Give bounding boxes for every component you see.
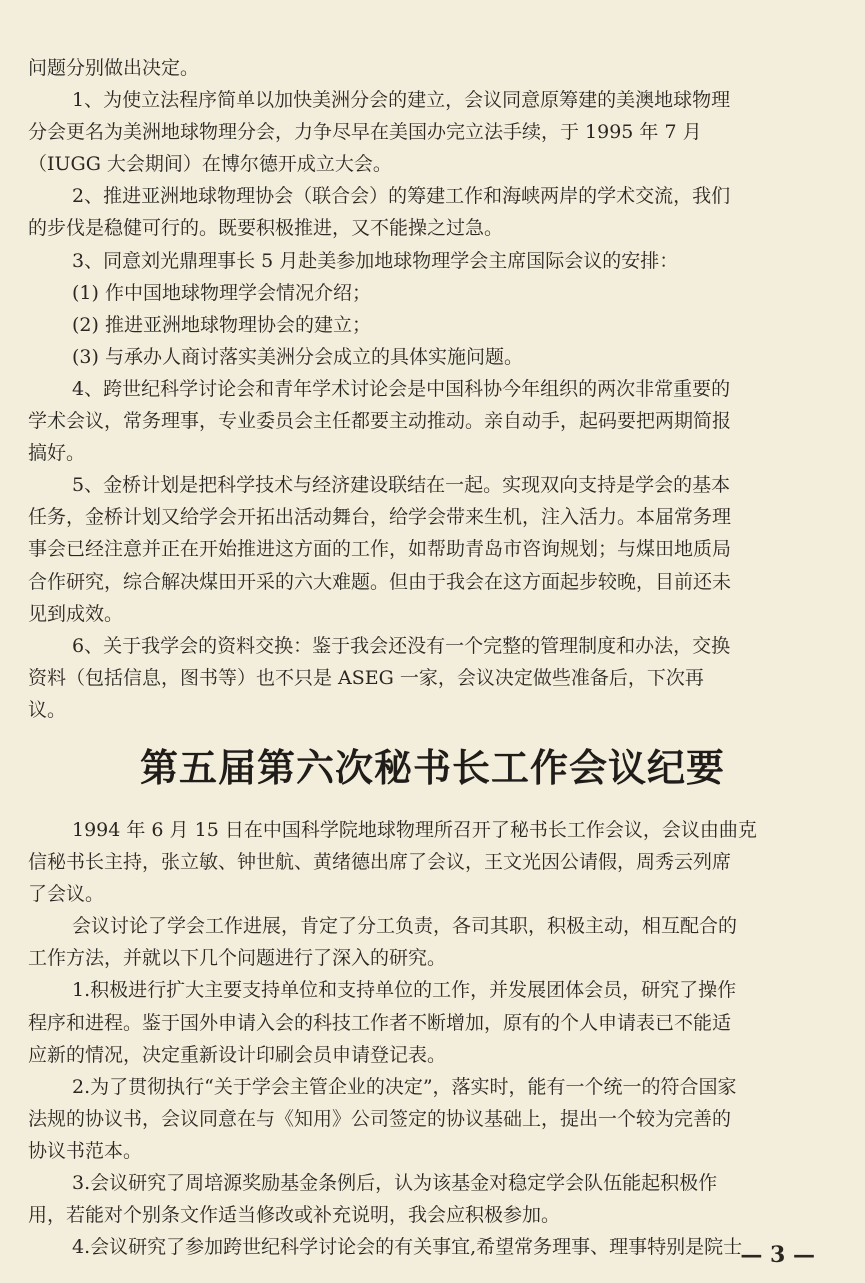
text-line: 合作研究，综合解决煤田开采的六大难题。但由于我会在这方面起步较晚，目前还未 <box>28 570 732 593</box>
text-line: 分会更名为美洲地球物理分会，力争尽早在美国办完立法手续，于 1995 年 7 月 <box>28 121 702 144</box>
text-line: 问题分别做出决定。 <box>28 57 200 79</box>
page-number: — 3 — <box>740 1242 815 1268</box>
text-line: 2、推进亚洲地球物理协会（联合会）的筹建工作和海峡两岸的学术交流，我们 <box>72 185 731 208</box>
text-line: 见到成效。 <box>28 602 124 625</box>
text-line: 4.会议研究了参加跨世纪科学讨论会的有关事宜,希望常务理事、理事特别是院士 <box>72 1236 743 1259</box>
text-line: 1994 年 6 月 15 日在中国科学院地球物理所召开了秘书长工作会议，会议由曲克 <box>72 819 757 841</box>
text-line: 学术会议，常务理事，专业委员会主任都要主动推动。亲自动手，起码要把两期简报 <box>28 410 732 433</box>
text-line: 了会议。 <box>28 883 105 906</box>
text-line: 6、关于我学会的资料交换：鉴于我会还没有一个完整的管理制度和办法，交换 <box>72 634 731 657</box>
text-line: 的步伐是稳健可行的。既要积极推进，又不能操之过急。 <box>28 217 504 240</box>
text-line: 信秘书长主持，张立敏、钟世航、黄绪德出席了会议，王文光因公请假，周秀云列席 <box>28 851 732 874</box>
text-line: 工作方法，并就以下几个问题进行了深入的研究。 <box>28 947 447 970</box>
minutes-body-top <box>28 52 834 726</box>
text-line: 议。 <box>28 698 67 721</box>
text-line: 1.积极进行扩大主要支持单位和支持单位的工作，并发展团体会员，研究了操作 <box>72 979 737 1002</box>
minutes-body-bottom <box>28 814 834 1263</box>
text-line: 2.为了贯彻执行“关于学会主管企业的决定”，落实时，能有一个统一的符合国家 <box>72 1075 737 1098</box>
text-line: 5、金桥计划是把科学技术与经济建设联结在一起。实现双向支持是学会的基本 <box>72 474 731 497</box>
text-line: (2) 推进亚洲地球物理协会的建立； <box>72 313 371 336</box>
text-line: （IUGG 大会期间）在博尔德开成立大会。 <box>28 153 392 176</box>
text-line: 任务，金桥计划又给学会开拓出活动舞台，给学会带来生机，注入活力。本届常务理 <box>28 506 732 529</box>
text-line: (1) 作中国地球物理学会情况介绍； <box>72 281 371 304</box>
text-line: 1、为使立法程序简单以加快美洲分会的建立，会议同意原筹建的美澳地球物理 <box>72 89 731 112</box>
text-line: 法规的协议书，会议同意在与《知用》公司签定的协议基础上，提出一个较为完善的 <box>28 1107 732 1130</box>
text-line: 会议讨论了学会工作进展，肯定了分工负责，各司其职，积极主动，相互配合的 <box>72 915 738 938</box>
text-line: 搞好。 <box>28 442 86 465</box>
text-line: 3.会议研究了周培源奖励基金条例后，认为该基金对稳定学会队伍能起积极作 <box>72 1172 718 1195</box>
text-line: (3) 与承办人商讨落实美洲分会成立的具体实施问题。 <box>72 345 523 368</box>
section-title: 第五届第六次秘书长工作会议纪要 <box>139 746 725 790</box>
text-line: 应新的情况，决定重新设计印刷会员申请登记表。 <box>28 1043 447 1066</box>
text-line: 程序和进程。鉴于国外申请入会的科技工作者不断增加，原有的个人申请表已不能适 <box>28 1011 732 1034</box>
text-line: 用，若能对个别条文作适当修改或补充说明，我会应积极参加。 <box>28 1204 561 1227</box>
text-line: 协议书范本。 <box>28 1139 143 1162</box>
text-line: 事会已经注意并正在开始推进这方面的工作，如帮助青岛市咨询规划；与煤田地质局 <box>28 538 732 561</box>
text-line: 3、同意刘光鼎理事长 5 月赴美参加地球物理学会主席国际会议的安排： <box>72 249 679 272</box>
text-line: 4、跨世纪科学讨论会和青年学术讨论会是中国科协今年组织的两次非常重要的 <box>72 377 731 400</box>
text-line: 资料（包括信息，图书等）也不只是 ASEG 一家，会议决定做些准备后，下次再 <box>28 666 704 689</box>
